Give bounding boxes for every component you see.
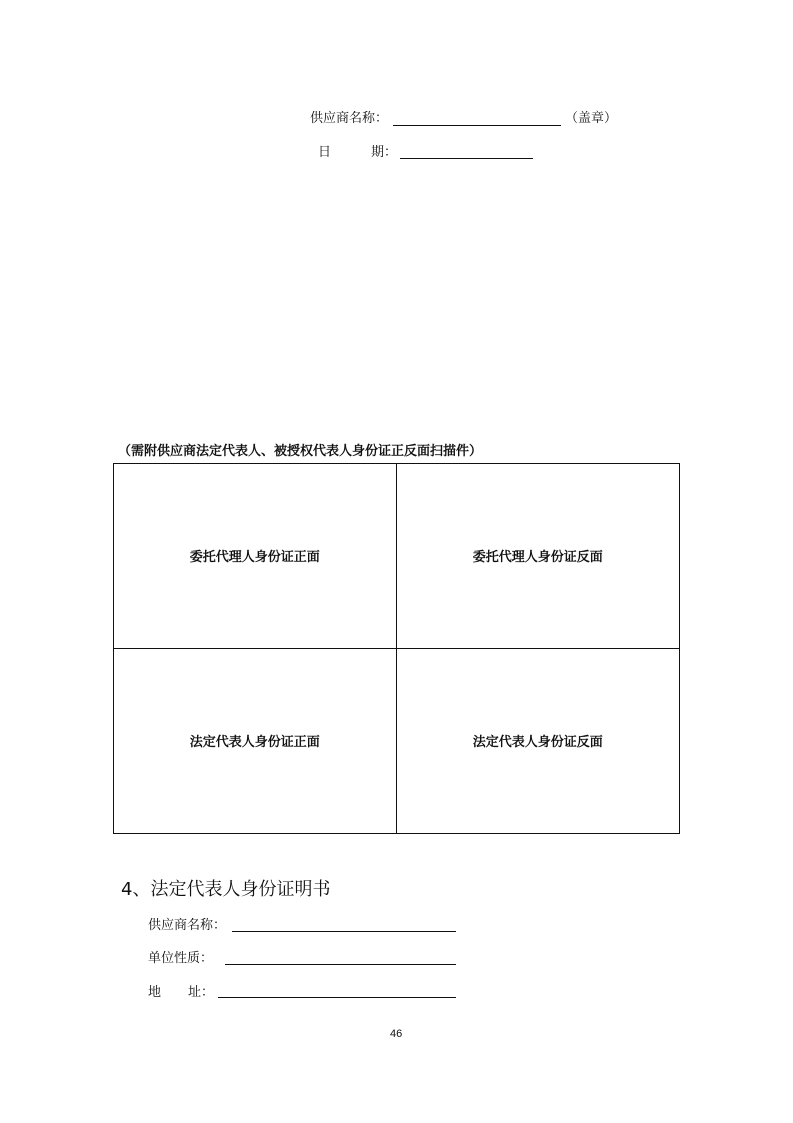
- supplier-name-field[interactable]: [393, 125, 561, 126]
- id-attachment-note: （需附供应商法定代表人、被授权代表人身份证正反面扫描件）: [118, 444, 483, 459]
- section4-supplier-label: 供应商名称：: [148, 918, 227, 933]
- id-card-grid: [113, 463, 680, 834]
- section4-supplier-field[interactable]: [232, 931, 456, 932]
- section-4-heading: 4、法定代表人身份证明书: [121, 879, 331, 900]
- legal-rep-id-front-cell[interactable]: [114, 649, 397, 834]
- legal-rep-id-back-label: 法定代表人身份证反面: [472, 735, 603, 751]
- seal-note: （盖章）: [565, 111, 618, 126]
- unit-nature-field[interactable]: [225, 964, 456, 965]
- unit-nature-label: 单位性质：: [148, 951, 214, 966]
- date-label-char-2: 期：: [371, 145, 398, 160]
- legal-rep-id-back-cell[interactable]: [397, 649, 680, 834]
- address-field[interactable]: [218, 997, 456, 998]
- legal-rep-id-front-label: 法定代表人身份证正面: [189, 735, 320, 751]
- agent-id-front-cell[interactable]: [114, 464, 397, 649]
- address-label-char-1: 地: [148, 985, 162, 1000]
- agent-id-front-label: 委托代理人身份证正面: [189, 550, 320, 566]
- date-label-char-1: 日: [318, 145, 332, 160]
- agent-id-back-cell[interactable]: [397, 464, 680, 649]
- address-label-char-2: 址：: [188, 985, 215, 1000]
- supplier-name-label: 供应商名称：: [310, 111, 389, 126]
- date-field[interactable]: [400, 158, 533, 159]
- page-number: 46: [390, 1028, 403, 1040]
- agent-id-back-label: 委托代理人身份证反面: [472, 550, 603, 566]
